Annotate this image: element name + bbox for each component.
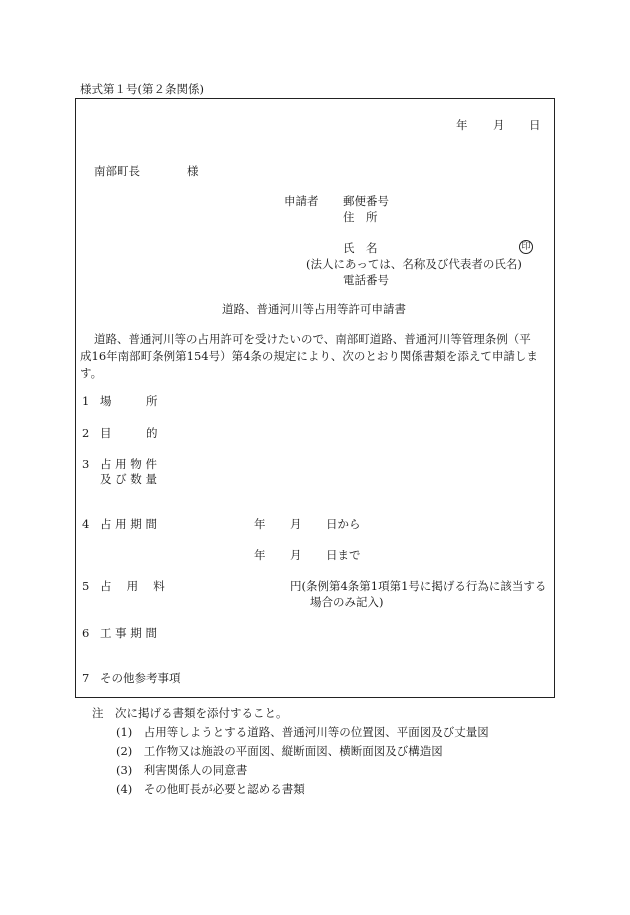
item-3-label-b: 及 び 数 量 (100, 472, 157, 486)
item-5-note-2: 場合のみ記入) (310, 595, 384, 609)
item-7-label: その他参考事項 (100, 671, 181, 685)
applicant-postal-label: 郵便番号 (343, 194, 389, 208)
addressee-honorific: 様 (187, 164, 199, 178)
note-4: (4) その他町長が必要と認める書類 (116, 782, 305, 796)
item-1-number: 1 (82, 394, 90, 408)
item-4-from-month: 月 (290, 517, 302, 531)
body-line-1: 道路、普通河川等の占用許可を受けたいので、南部町道路、普通河川等管理条例（平 (94, 332, 531, 346)
body-line-2: 成16年南部町条例第154号）第4条の規定により、次のとおり関係書類を添えて申請しま (80, 349, 538, 363)
item-5-number: 5 (82, 579, 90, 593)
item-4-to-month: 月 (290, 548, 302, 562)
item-6-number: 6 (82, 626, 90, 640)
item-2-number: 2 (82, 426, 90, 440)
form-number-label: 様式第１号(第２条関係) (80, 82, 204, 96)
applicant-phone-label: 電話番号 (343, 273, 389, 287)
note-2: (2) 工作物又は施設の平面図、縦断面図、横断面図及び構造図 (116, 744, 443, 758)
item-5-note-1: 円(条例第4条第1項第1号に掲げる行為に該当する (290, 579, 547, 593)
applicant-name-label: 氏 名 (343, 241, 378, 255)
item-4-label: 占 用 期 間 (100, 517, 157, 531)
date-day: 日 (529, 118, 541, 132)
notes-heading: 注 次に掲げる書類を添付すること。 (92, 706, 288, 720)
note-3: (3) 利害関係人の同意書 (116, 763, 248, 777)
note-1: (1) 占用等しようとする道路、普通河川等の位置図、平面図及び丈量図 (116, 725, 489, 739)
applicant-label: 申請者 (284, 194, 319, 208)
seal-icon: 印 (519, 240, 533, 254)
item-4-from-day: 日から (326, 517, 361, 531)
item-4-to-day: 日まで (326, 548, 361, 562)
date-year: 年 (456, 118, 468, 132)
item-6-label: 工 事 期 間 (100, 626, 157, 640)
date-month: 月 (493, 118, 505, 132)
item-2-label: 目 的 (100, 426, 158, 440)
applicant-corporation-note: (法人にあっては、名称及び代表者の氏名) (306, 257, 522, 271)
item-4-number: 4 (82, 517, 90, 531)
body-line-3: す。 (80, 366, 103, 380)
item-3-label-a: 占 用 物 件 (100, 457, 157, 471)
document-title: 道路、普通河川等占用等許可申請書 (222, 302, 406, 316)
item-7-number: 7 (82, 671, 90, 685)
addressee-name: 南部町長 (94, 164, 140, 178)
item-1-label: 場 所 (100, 394, 158, 408)
applicant-address-label: 住 所 (343, 210, 378, 224)
item-4-from-year: 年 (254, 517, 266, 531)
item-3-number: 3 (82, 457, 90, 471)
item-5-label: 占 用 料 (100, 579, 165, 593)
item-4-to-year: 年 (254, 548, 266, 562)
